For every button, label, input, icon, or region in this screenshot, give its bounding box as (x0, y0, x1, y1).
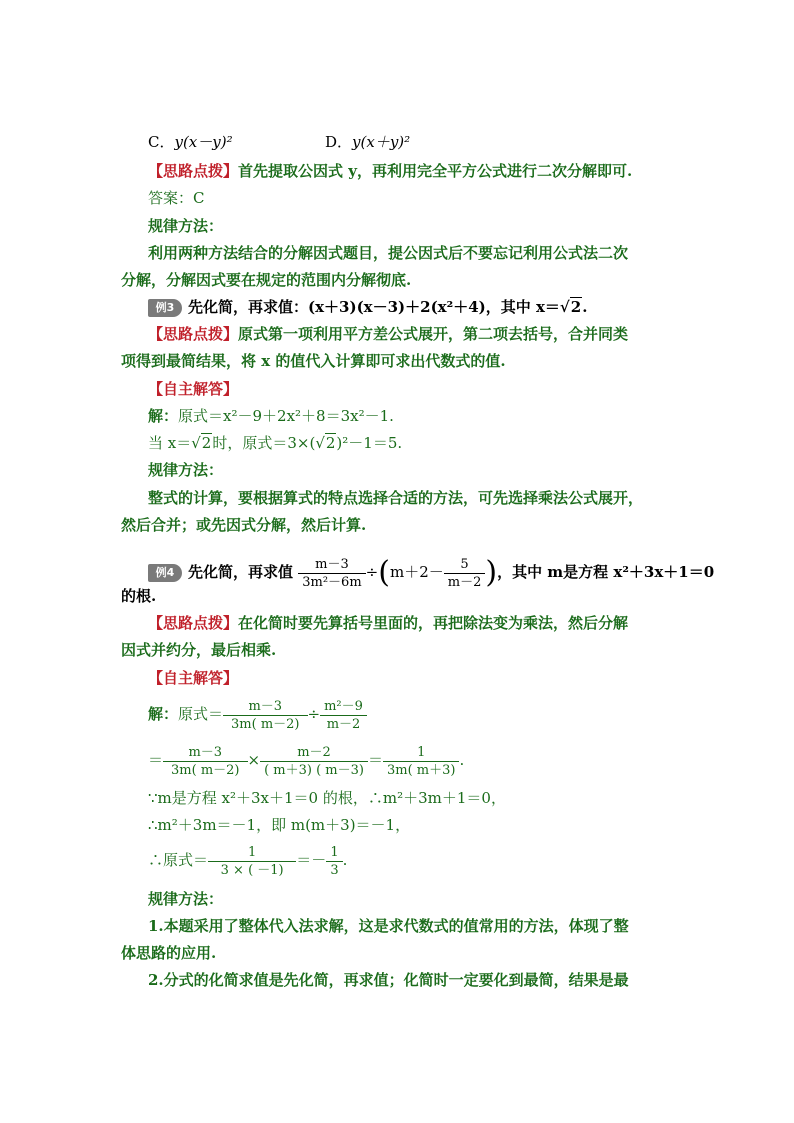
sqrt-symbol: √2 (559, 298, 582, 316)
ex4-method1-line1: 1.本题采用了整体代入法求解，这是求代数式的值常用的方法，体现了整 (148, 917, 629, 935)
ex4-method2-line1: 2.分式的化简求值是先化简，再求值；化简时一定要化到最简，结果是最 (148, 971, 629, 989)
ex4-problem-line2: 的根. (121, 587, 157, 605)
ex4-solution-row1: 解：原式＝ $\frac{m-3}{3m( m-2)}$ ÷ $\frac{\text{m²－9}}{m-2}$ (148, 694, 367, 734)
fraction: $\frac{1}{3m( m+3)}$ (383, 744, 459, 779)
example-badge-3: 例3 (148, 299, 182, 317)
ex2-method-line2: 分解，分解因式要在规定的范围内分解彻底. (121, 271, 412, 289)
ex3-problem: 例3 先化简，再求值：(x＋3)(x－3)＋2(x²＋4)，其中 x＝√2. (148, 297, 587, 317)
option-d: D．y(x＋y)² (325, 133, 411, 151)
ex3-self-answer-label: 【自主解答】 (148, 380, 239, 398)
fraction: $\frac{5}{m-2}$ (444, 556, 486, 591)
fraction: $\frac{\text{m²－9}}{m-2}$ (320, 698, 367, 733)
fraction: $\frac{1}{3}$ (326, 844, 342, 879)
sqrt-symbol: √2 (315, 434, 336, 452)
option-c: C．y(x－y)² (148, 133, 233, 151)
ex4-hint: 【思路点拨】在化简时要先算括号里面的，再把除法变为乘法，然后分解 (148, 614, 629, 632)
ex3-solution-line1: 解：原式＝x²－9＋2x²＋8＝3x²－1. (148, 407, 394, 425)
ex4-therefore-line: ∴m²＋3m＝－1，即 m(m＋3)＝－1， (148, 816, 411, 834)
ex4-solution-row2: ＝ $\frac{m-3}{3m( m-2)}$ × $\frac{m-2}{( m+3) ( m-3)}$ ＝ $\frac{1}{3m( m+3)}$ . (148, 744, 465, 778)
sqrt-symbol: √2 (191, 434, 212, 452)
ex4-self-answer-label: 【自主解答】 (148, 669, 239, 687)
ex3-hint: 【思路点拨】原式第一项利用平方差公式展开，第二项去括号，合并同类 (148, 325, 629, 343)
ex4-method-label: 规律方法： (148, 890, 224, 908)
ex3-hint-line2: 项得到最简结果，将 x 的值代入计算即可求出代数式的值. (121, 352, 506, 370)
fraction: $\frac{m-3}{3m( m-2)}$ (223, 698, 307, 733)
fraction: $\frac{m-2}{( m+3) ( m-3)}$ (260, 744, 368, 779)
ex3-solution-line2: 当 x＝√2时，原式＝3×(√2)²－1＝5. (148, 434, 403, 452)
ex2-method-line1: 利用两种方法结合的分解因式题目，提公因式后不要忘记利用公式法二次 (148, 244, 629, 262)
ex3-method-line2: 然后合并；或先因式分解，然后计算. (121, 516, 367, 534)
example-badge-4: 例4 (148, 564, 182, 582)
ex3-method-label: 规律方法： (148, 461, 224, 479)
ex4-hint-line2: 因式并约分，最后相乘. (121, 641, 277, 659)
ex4-final-line: ∴原式＝ $\frac{1}{3 \times ( -1)}$ ＝－ $\frac{1}{3}$ . (148, 844, 348, 878)
ex4-problem: 例4 先化简，再求值 $\frac{m-3}{\text{3m²－6m}}$ ÷(m＋2－ $\frac{5}{m-2}$ )，其中 m是方程 x²＋3x＋1＝0 (148, 552, 714, 592)
fraction: $\frac{m-3}{3m( m-2)}$ (163, 744, 247, 779)
fraction: $\frac{1}{3 \times ( -1)}$ (208, 844, 296, 879)
ex2-method-label: 规律方法： (148, 217, 224, 235)
ex2-hint: 【思路点拨】首先提取公因式 y，再利用完全平方公式进行二次分解即可. (148, 162, 633, 180)
ex4-method1-line2: 体思路的应用. (121, 944, 217, 962)
fraction: $\frac{m-3}{\text{3m²－6m}}$ (298, 556, 365, 591)
ex2-answer: 答案：C (148, 189, 205, 207)
ex3-method-line1: 整式的计算，要根据算式的特点选择合适的方法，可先选择乘法公式展开， (148, 489, 644, 507)
ex4-because-line: ∵m是方程 x²＋3x＋1＝0 的根，∴m²＋3m＋1＝0， (148, 789, 506, 807)
